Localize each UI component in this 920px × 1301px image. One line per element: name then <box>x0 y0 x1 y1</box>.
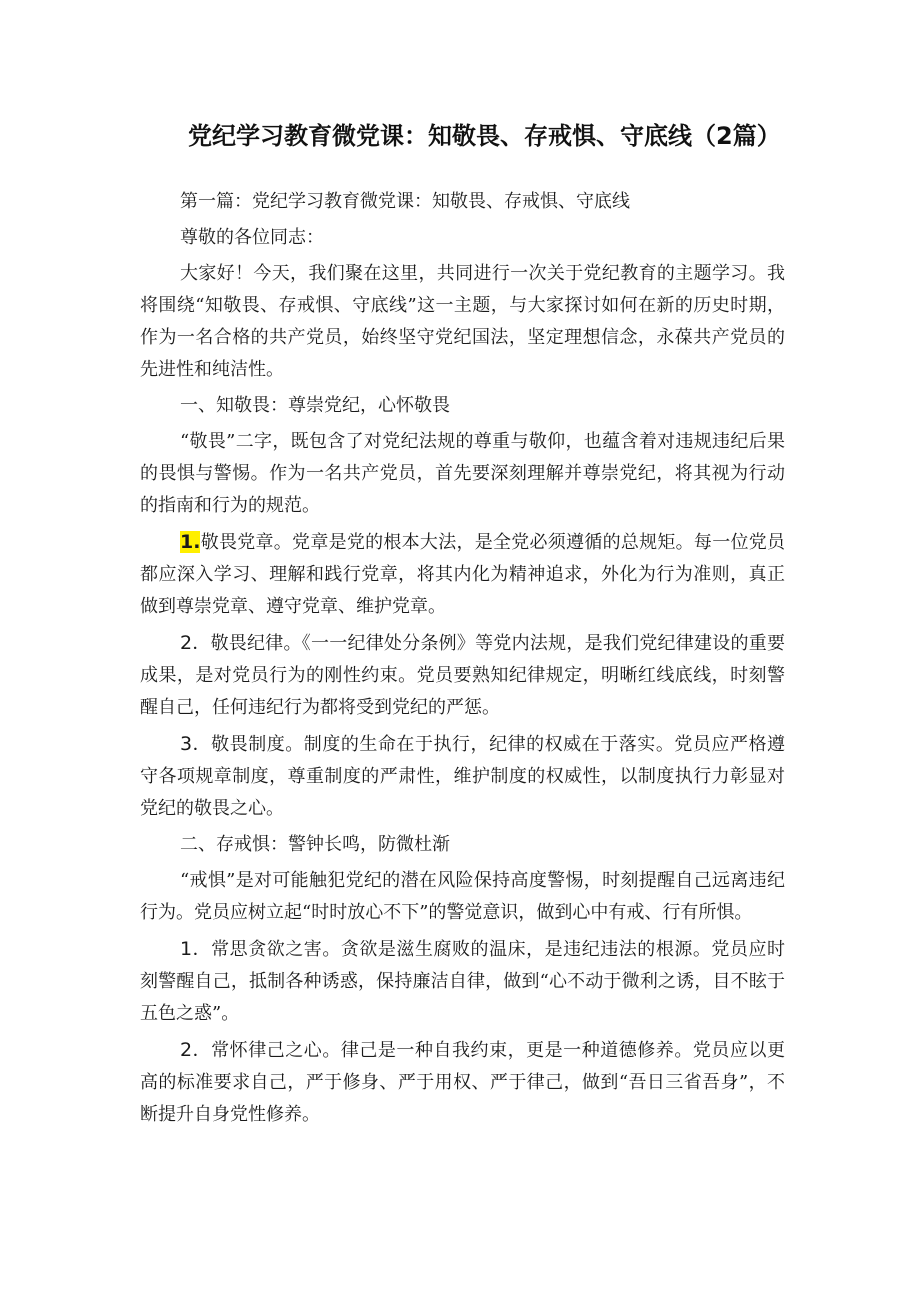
paragraph-text: ．常思贪欲之害。贪欲是滋生腐败的温床，是违纪违法的根源。党员应时刻警醒自己，抵制各种诱惑，保持廉洁自律，做到“心不动于微利之诱，目不眩于五色之惑”。 <box>140 939 785 1024</box>
list-number: 2 <box>180 632 193 654</box>
list-number: 2 <box>180 1039 193 1061</box>
paragraph-text: ．敬畏纪律。《一一纪律处分条例》等党内法规，是我们党纪律建设的重要成果，是对党员行为的刚性约束。党员要熟知纪律规定，明晰红线底线，时刻警醒自己，任何违纪行为都将受到党纪的严惩。 <box>140 633 785 718</box>
paragraph <box>140 933 785 1030</box>
paragraph <box>140 627 785 724</box>
paragraph-text: 敬畏党章。党章是党的根本大法，是全党必须遵循的总规矩。每一位党员都应深入学习、理解和践行党章，将其内化为精神追求，外化为行为准则，真正做到尊崇党章、遵守党章、维护党章。 <box>140 532 785 617</box>
document-title: 党纪学习教育微党课：知敬畏、存戒惧、守底线（2篇） <box>188 122 781 150</box>
list-number: 1 <box>180 938 193 960</box>
paragraph-text: 尊敬的各位同志： <box>180 227 324 248</box>
paragraph-text: ．常怀律己之心。律己是一种自我约束，更是一种道德修养。党员应以更高的标准要求自己，严于修身、严于用权、严于律己，做到“吾日三省吾身”，不断提升自身党性修养。 <box>140 1040 785 1125</box>
paragraph <box>140 728 785 825</box>
list-number: 3 <box>180 733 193 755</box>
paragraph <box>140 186 785 218</box>
paragraph <box>140 829 785 861</box>
paragraph-text: 第一篇：党纪学习教育微党课：知敬畏、存戒惧、守底线 <box>180 191 630 212</box>
paragraph <box>140 865 785 929</box>
paragraph <box>140 390 785 422</box>
paragraph-text: “戒惧”是对可能触犯党纪的潜在风险保持高度警惕，时刻提醒自己远离违纪行为。党员应树立起“时时放心不下”的警觉意识，做到心中有戒、行有所惧。 <box>140 870 785 923</box>
paragraph-text: 一、知敬畏：尊崇党纪，心怀敬畏 <box>180 395 450 416</box>
paragraph <box>140 258 785 386</box>
document-body <box>140 186 785 1135</box>
paragraph-text: ．敬畏制度。制度的生命在于执行，纪律的权威在于落实。党员应严格遵守各项规章制度，尊重制度的严肃性，维护制度的权威性，以制度执行力彰显对党纪的敬畏之心。 <box>140 734 785 819</box>
paragraph <box>140 1034 785 1131</box>
paragraph <box>140 526 785 623</box>
highlighted-list-number: 1. <box>180 531 201 553</box>
paragraph <box>140 426 785 522</box>
paragraph-text: 大家好！今天，我们聚在这里，共同进行一次关于党纪教育的主题学习。我将围绕“知敬畏、存戒惧、守底线”这一主题，与大家探讨如何在新的历史时期，作为一名合格的共产党员，始终坚守党纪国法，坚定理想信念，永葆共产党员的先进性和纯洁性。 <box>140 263 785 380</box>
paragraph <box>140 222 785 254</box>
paragraph-text: 二、存戒惧：警钟长鸣，防微杜渐 <box>180 834 450 855</box>
paragraph-text: “敬畏”二字，既包含了对党纪法规的尊重与敬仰，也蕴含着对违规违纪后果的畏惧与警惕。作为一名共产党员，首先要深刻理解并尊崇党纪，将其视为行动的指南和行为的规范。 <box>140 431 785 516</box>
